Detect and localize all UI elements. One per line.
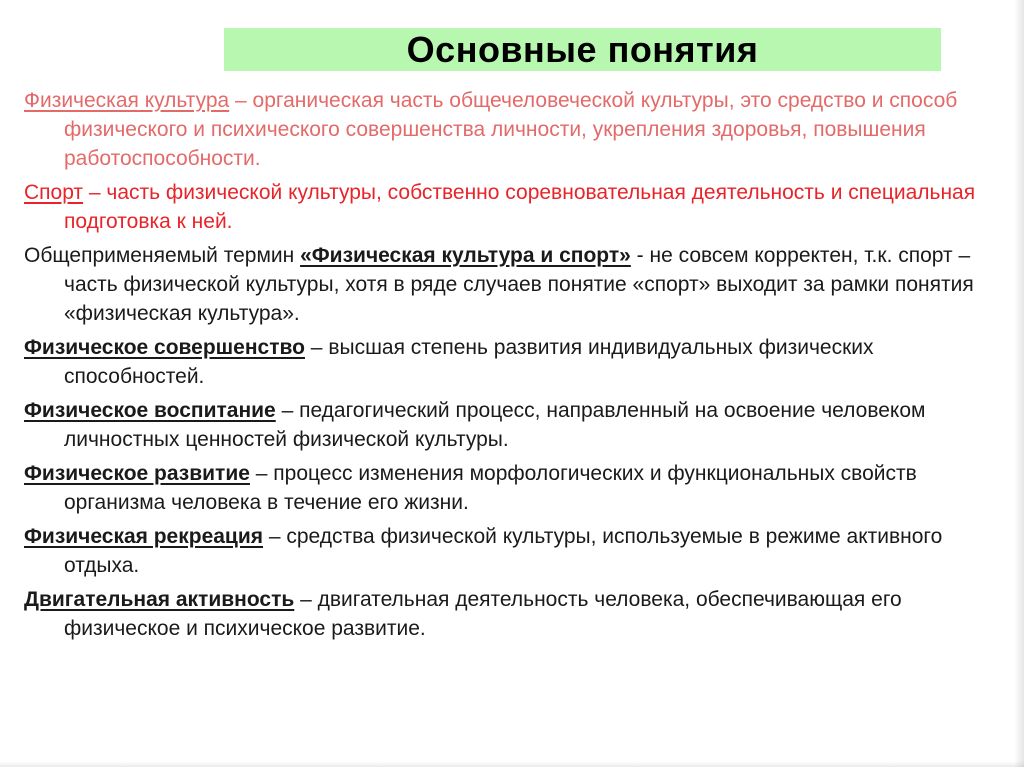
- term-physical-culture-and-sport: «Физическая культура и спорт»: [300, 244, 631, 267]
- term-physical-recreation: Физическая рекреация: [24, 525, 264, 548]
- definition-physical-recreation: [24, 522, 1004, 580]
- definition-text: – педагогический процесс, направленный на освоение человеком личностных ценностей физической культуры.: [64, 399, 926, 451]
- note-text-after: - не совсем корректен, т.к. спорт – часть физической культуры, хотя в ряде случаев понятие «спорт» выходит за рамки понятия «физическая культура».: [64, 244, 974, 325]
- term-physical-perfection: Физическое совершенство: [24, 336, 305, 359]
- term-physical-culture: Физическая культура: [24, 89, 230, 112]
- definition-physical-development: [24, 459, 1004, 517]
- term-motor-activity: Двигательная активность: [24, 588, 295, 611]
- edge-shadow: [1014, 0, 1024, 767]
- definition-text: – средства физической культуры, используемые в режиме активного отдыха.: [64, 525, 943, 577]
- definition-physical-culture: [24, 86, 1004, 173]
- definition-text: – процесс изменения морфологических и функциональных свойств организма человека в течение его жизни.: [64, 462, 917, 514]
- definition-physical-education: [24, 396, 1004, 454]
- definition-text: – двигательная деятельность человека, обеспечивающая его физическое и психическое развитие.: [64, 588, 902, 640]
- term-physical-development: Физическое развитие: [24, 462, 250, 485]
- definition-physical-perfection: [24, 333, 1004, 391]
- note-term-usage: [24, 241, 1004, 328]
- note-text-before: Общеприменяемый термин: [24, 244, 301, 267]
- definition-motor-activity: [24, 585, 1004, 643]
- definition-sport: [24, 178, 1004, 236]
- term-sport: Спорт: [24, 181, 84, 204]
- bottom-shadow: [0, 761, 1024, 767]
- definitions-list: [24, 86, 1004, 648]
- definition-text: – часть физической культуры, собственно соревновательная деятельность и специальная подготовка к ней.: [64, 181, 976, 233]
- definition-text: – высшая степень развития индивидуальных физических способностей.: [64, 336, 874, 388]
- definition-text: – органическая часть общечеловеческой культуры, это средство и способ физического и психического совершенства личности, укрепления здоровья, повышения работоспособности.: [64, 89, 958, 170]
- page-title: Основные понятия: [406, 28, 759, 70]
- title-bar: [224, 28, 941, 71]
- term-physical-education: Физическое воспитание: [24, 399, 276, 422]
